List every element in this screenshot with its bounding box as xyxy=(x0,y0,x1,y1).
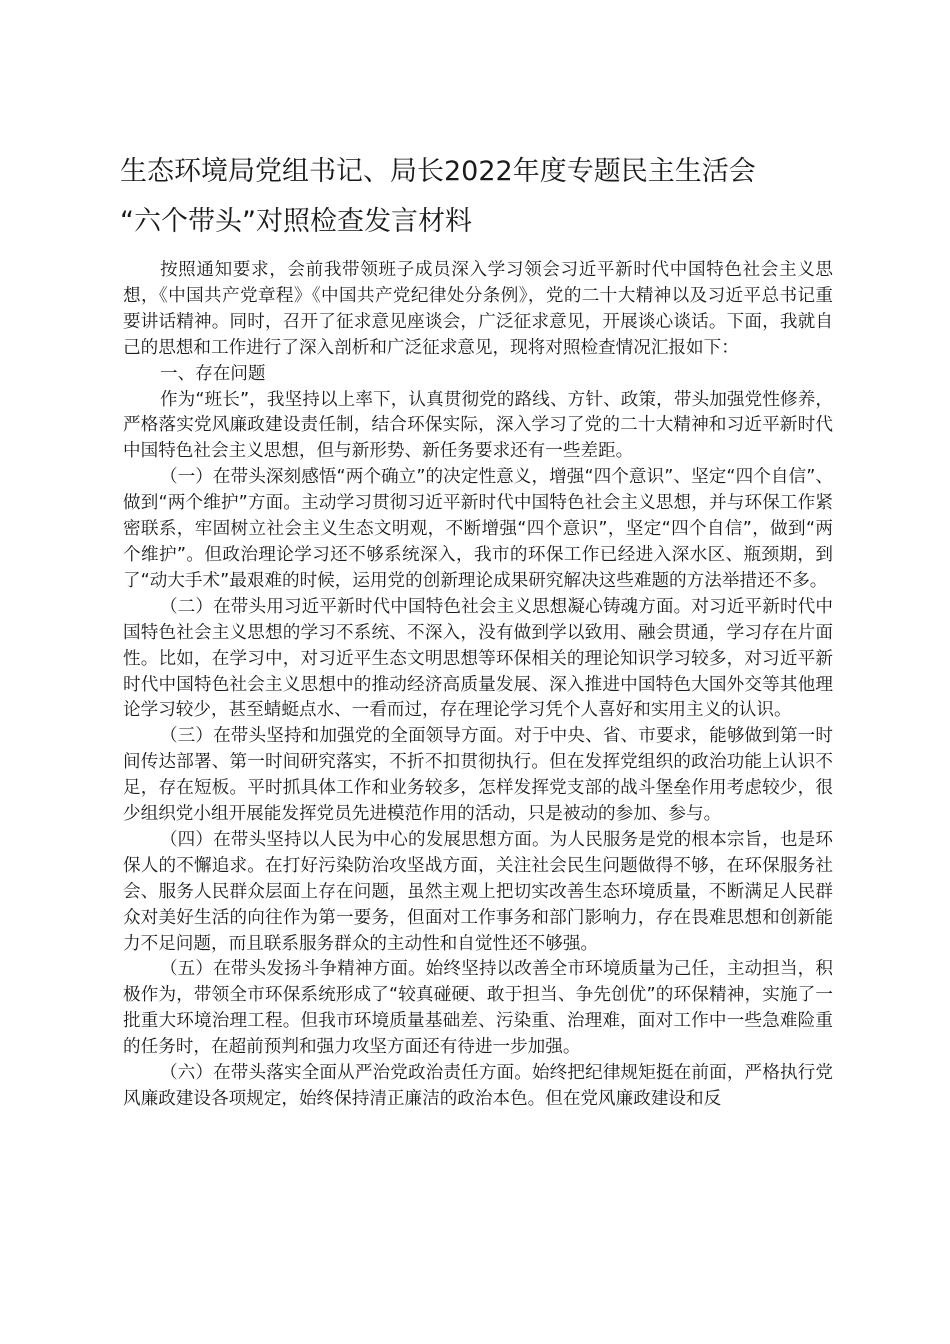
document-body xyxy=(123,258,833,1113)
paragraph-intro: 按照通知要求，会前我带领班子成员深入学习领会习近平新时代中国特色社会主义思想，《中国共产党章程》《中国共产党纪律处分条例》，党的二十大精神以及习近平总书记重要讲话精神。同时，召开了征求意见座谈会，广泛征求意见，开展谈心谈话。下面，我就自己的思想和工作进行了深入剖析和广泛征求意见，现将对照检查情况汇报如下： xyxy=(123,260,833,358)
paragraph-point-2: （二）在带头用习近平新时代中国特色社会主义思想凝心铸魂方面。对习近平新时代中国特色社会主义思想的学习不系统、不深入，没有做到学以致用、融会贯通，学习存在片面性。比如，在学习中，对习近平生态文明思想等环保相关的理论知识学习较多，对习近平新时代中国特色社会主义思想中的推动经济高质量发展、深入推进中国特色大国外交等其他理论学习较少，甚至蜻蜓点水、一看而过，存在理论学习凭个人喜好和实用主义的认识。 xyxy=(123,596,833,721)
document-title-line-1: 生态环境局党组书记、局长2022年度专题民主生活会 xyxy=(120,156,756,187)
paragraph-overview: 作为“班长”，我坚持以上率下，认真贯彻党的路线、方针、政策，带头加强党性修养，严格落实党风廉政建设责任制，结合环保实际，深入学习了党的二十大精神和习近平新时代中国特色社会主义思想，但与新形势、新任务要求还有一些差距。 xyxy=(123,389,833,462)
paragraph-point-3: （三）在带头坚持和加强党的全面领导方面。对于中央、省、市要求，能够做到第一时间传达部署、第一时间研究落实，不折不扣贯彻执行。但在发挥党组织的政治功能上认识不足，存在短板。平时抓具体工作和业务较多，怎样发挥党支部的战斗堡垒作用考虑较少，很少组织党小组开展能发挥党员先进模范作用的活动，只是被动的参加、参与。 xyxy=(123,726,833,825)
paragraph-point-1: （一）在带头深刻感悟“两个确立”的决定性意义，增强“四个意识”、坚定“四个自信”、做到“两个维护”方面。主动学习贯彻习近平新时代中国特色社会主义思想，并与环保工作紧密联系，牢固树立社会主义生态文明观，不断增强“四个意识”，坚定“四个自信”，做到“两个维护”。但政治理论学习还不够系统深入，我市的环保工作已经进入深水区、瓶颈期，到了“动大手术”最艰难的时候，运用党的创新理论成果研究解决这些难题的方法举措还不多。 xyxy=(123,467,833,591)
section-heading-problems: 一、存在问题 xyxy=(159,363,266,384)
document-title-line-2: “六个带头”对照检查发言材料 xyxy=(120,206,472,237)
paragraph-point-6: （六）在带头落实全面从严治党政治责任方面。始终把纪律规矩挺在前面，严格执行党风廉政建设各项规定，始终保持清正廉洁的政治本色。但在党风廉政建设和反 xyxy=(123,1063,833,1109)
paragraph-point-4: （四）在带头坚持以人民为中心的发展思想方面。为人民服务是党的根本宗旨，也是环保人的不懈追求。在打好污染防治攻坚战方面，关注社会民生问题做得不够，在环保服务社会、服务人民群众层面上存在问题，虽然主观上把切实改善生态环境质量，不断满足人民群众对美好生活的向往作为第一要务，但面对工作事务和部门影响力，存在畏难思想和创新能力不足问题，而且联系服务群众的主动性和自觉性还不够强。 xyxy=(123,829,833,954)
paragraph-point-5: （五）在带头发扬斗争精神方面。始终坚持以改善全市环境质量为己任，主动担当，积极作为，带领全市环保系统形成了“较真碰硬、敢于担当、争先创优”的环保精神，实施了一批重大环境治理工程。但我市环境质量基础差、污染重、治理难，面对工作中一些急难险重的任务时，在超前预判和强力攻坚方面还有待进一步加强。 xyxy=(123,959,833,1058)
